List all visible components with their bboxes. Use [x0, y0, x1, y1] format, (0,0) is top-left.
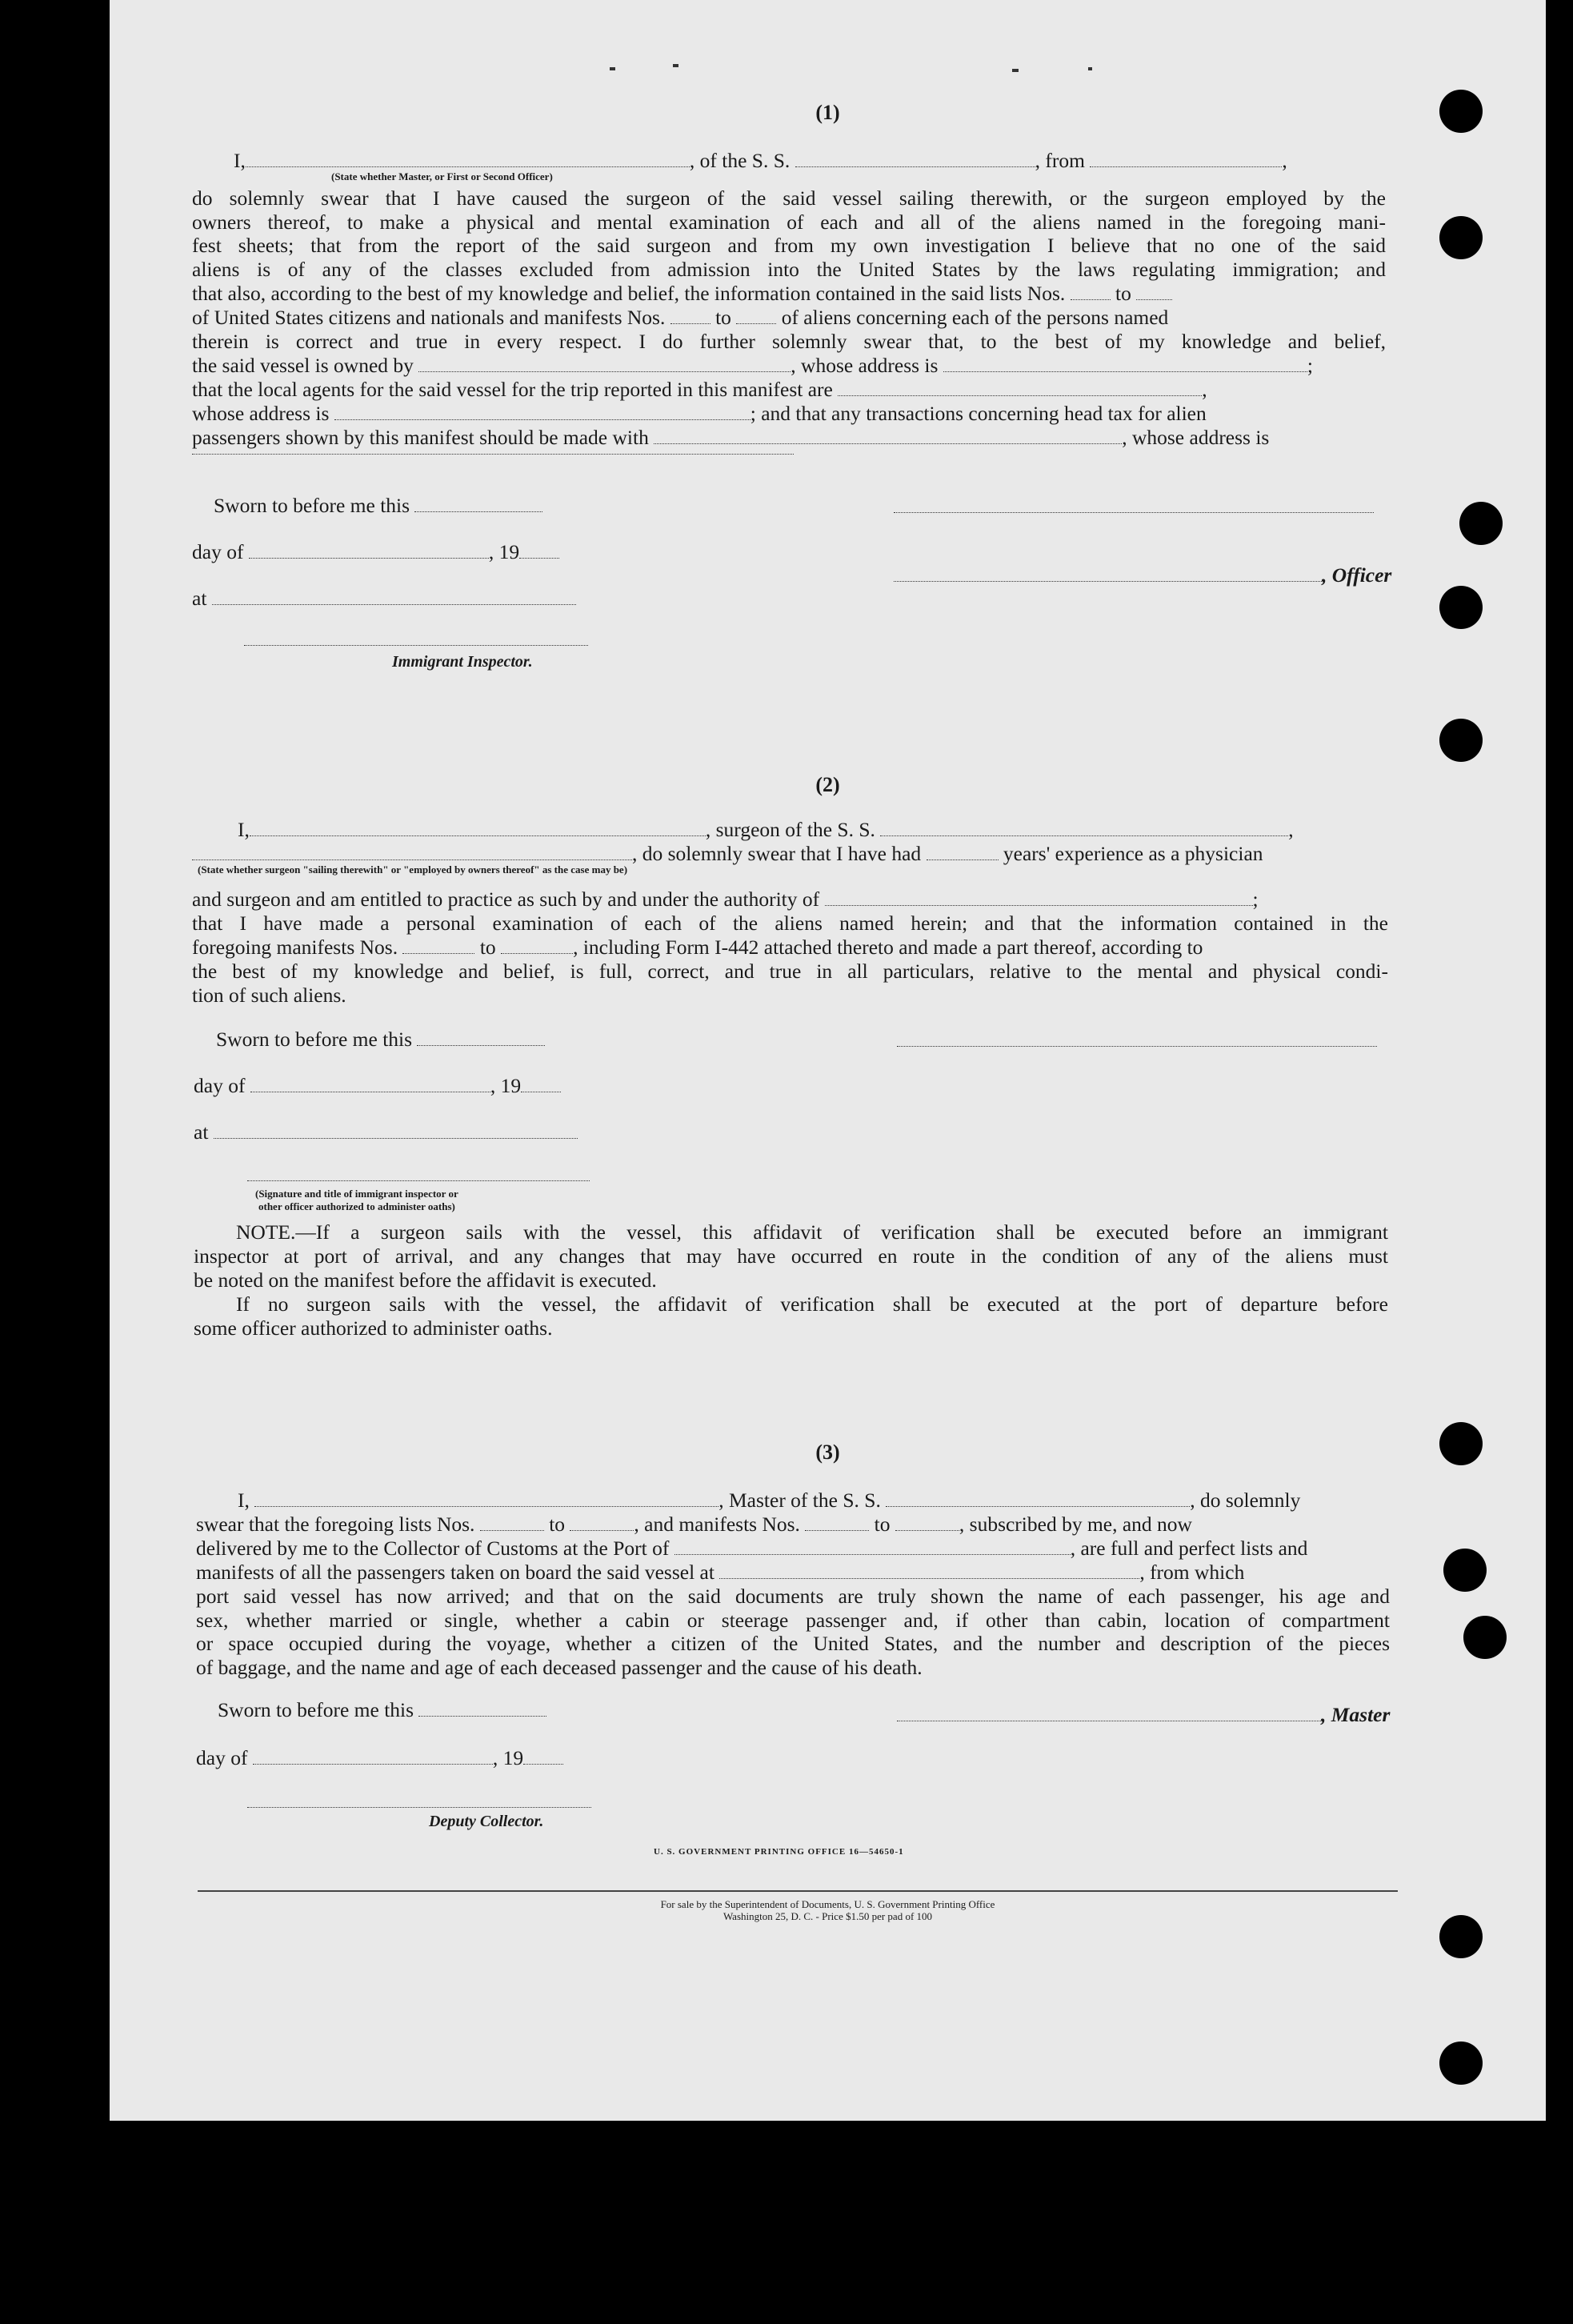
scan-speck	[1088, 67, 1092, 70]
master-manifests-from-field[interactable]	[805, 1514, 869, 1531]
section-1-line-1: I, , of the S. S. , from ,	[234, 149, 1287, 172]
master-lists-from-field[interactable]	[480, 1514, 544, 1531]
headtax-address-field[interactable]	[192, 454, 794, 455]
master-name-field[interactable]	[254, 1490, 718, 1507]
boarding-port-field[interactable]	[719, 1562, 1139, 1579]
section-2-line-4: that I have made a personal examination of each of the aliens named herein; and that the information contained in the	[192, 912, 1388, 935]
punch-hole	[1459, 502, 1503, 545]
form-page	[110, 0, 1546, 2121]
punch-hole	[1439, 2042, 1483, 2085]
note-2-paragraph-end: some officer authorized to administer oaths.	[194, 1316, 553, 1340]
section-3-heading: (3)	[815, 1440, 840, 1464]
surgeon-name-field[interactable]	[250, 819, 706, 836]
section-1-line-headtax: passengers shown by this manifest should be made with , whose address is	[192, 426, 1270, 449]
officer-name-line[interactable]	[894, 512, 1374, 513]
print-office-code: U. S. GOVERNMENT PRINTING OFFICE 16—54650-1	[654, 1847, 904, 1857]
headtax-agent-field[interactable]	[654, 427, 1122, 444]
at-place-field-2[interactable]	[214, 1122, 578, 1139]
inspector-signature-line[interactable]	[244, 645, 588, 646]
officer-signature-row: , Officer	[894, 563, 1391, 587]
years-experience-field[interactable]	[927, 843, 999, 860]
section-1-line-address: whose address is ; and that any transactions concerning head tax for alien	[192, 402, 1207, 425]
master-signature-field[interactable]	[897, 1705, 1321, 1721]
section-1-body: do solemnly swear that I have caused the surgeon of the said vessel sailing therewith, or the surgeon employed by the owners thereof, to make a physical and mental examination of each and all of the aliens named in the foregoing mani- fest sheets; that from the report of the said surgeon and from my own investigation I believe that no one of the said aliens is of any of the classes excluded from admission into the United States by the laws regulating immigration; and	[192, 186, 1386, 282]
surgeon-type-field[interactable]	[192, 843, 632, 860]
signature-title-note-2: other officer authorized to administer oaths)	[258, 1200, 455, 1212]
section-2-line-3: and surgeon and am entitled to practice as such by and under the authority of ;	[192, 888, 1259, 911]
year-field-2[interactable]	[521, 1076, 561, 1092]
day-of-line-2: day of , 19	[194, 1074, 561, 1098]
year-field-1[interactable]	[519, 542, 559, 559]
manifests-to-field[interactable]	[736, 307, 776, 324]
local-agents-field[interactable]	[838, 379, 1202, 396]
at-place-field-1[interactable]	[212, 588, 576, 605]
departure-port-field[interactable]	[1090, 150, 1282, 167]
officer-rank-note: (State whether Master, or First or Second Officer)	[331, 170, 553, 182]
deputy-collector-signature-line[interactable]	[247, 1807, 591, 1808]
section-1-line-lists: that also, according to the best of my knowledge and belief, the information contained in the said lists Nos. to	[192, 282, 1172, 306]
master-lists-to-field[interactable]	[570, 1514, 634, 1531]
day-of-line-1: day of , 19	[192, 540, 559, 564]
day-of-month-field-2[interactable]	[250, 1076, 490, 1092]
surgeon-signature-line[interactable]	[897, 1046, 1377, 1047]
section-3-line-3: delivered by me to the Collector of Customs at the Port of , are full and perfect lists and	[196, 1537, 1308, 1560]
surgeon-type-note: (State whether surgeon "sailing therewith" or "employed by owners thereof" as the case may be)	[198, 863, 628, 876]
sworn-line-2: Sworn to before me this	[216, 1028, 545, 1052]
section-2-line-2: , do solemnly swear that I have had years' experience as a physician	[192, 842, 1263, 866]
footer-price-line: Washington 25, D. C. - Price $1.50 per pad of 100	[722, 1910, 933, 1922]
surgeon-manifests-to-field[interactable]	[501, 937, 573, 954]
punch-hole	[1463, 1616, 1507, 1659]
surgeon-vessel-field[interactable]	[880, 819, 1288, 836]
owner-field[interactable]	[418, 355, 791, 372]
section-3-body-end: of baggage, and the name and age of each deceased passenger and the cause of his death.	[196, 1656, 923, 1679]
sworn-date-field-2[interactable]	[417, 1029, 545, 1046]
sworn-date-field-3[interactable]	[418, 1700, 546, 1717]
footer-sale-line: For sale by the Superintendent of Documents, U. S. Government Printing Office	[660, 1898, 995, 1910]
scan-speck	[673, 64, 678, 67]
agents-address-field[interactable]	[334, 403, 750, 420]
section-3-line-2: swear that the foregoing lists Nos. to , and manifests Nos. to , subscribed by me, and now	[196, 1513, 1192, 1536]
section-2-line-7: tion of such aliens.	[192, 984, 346, 1007]
day-of-line-3: day of , 19	[196, 1746, 563, 1770]
day-of-month-field-1[interactable]	[249, 542, 489, 559]
master-signature-row: , Master	[897, 1703, 1390, 1727]
day-of-month-field-3[interactable]	[253, 1748, 493, 1765]
vessel-name-field[interactable]	[795, 150, 1035, 167]
owner-address-field[interactable]	[943, 355, 1307, 372]
section-1-line-manifests: of United States citizens and nationals and manifests Nos. to of aliens concerning each of the persons named	[192, 306, 1169, 329]
officer-oath-signature-line[interactable]	[247, 1180, 590, 1181]
section-3-line-4: manifests of all the passengers taken on board the said vessel at , from which	[196, 1561, 1245, 1584]
at-line-2: at	[194, 1120, 578, 1144]
scan-speck	[1012, 69, 1019, 72]
year-field-3[interactable]	[523, 1748, 563, 1765]
section-2-line-6: the best of my knowledge and belief, is full, correct, and true in all particulars, relative to the mental and physical condi-	[192, 960, 1388, 983]
sworn-line-3: Sworn to before me this	[218, 1698, 546, 1722]
punch-hole	[1443, 1549, 1487, 1592]
officer-signature-field[interactable]	[894, 565, 1322, 582]
immigrant-inspector-label: Immigrant Inspector.	[392, 653, 533, 671]
master-manifests-to-field[interactable]	[895, 1514, 959, 1531]
section-1-line-owner: the said vessel is owned by , whose address is ;	[192, 354, 1313, 377]
section-1-body-2: therein is correct and true in every respect. I do further solemnly swear that, to the best of my knowledge and belief,	[192, 330, 1386, 353]
at-line-1: at	[192, 587, 576, 611]
section-2-line-1: I, , surgeon of the S. S. ,	[238, 818, 1294, 841]
section-1-heading: (1)	[815, 101, 840, 124]
manifests-from-field[interactable]	[670, 307, 710, 324]
punch-hole	[1439, 586, 1483, 629]
lists-from-field[interactable]	[1071, 283, 1111, 300]
deputy-collector-label: Deputy Collector.	[429, 1813, 544, 1830]
note-2-paragraph: If no surgeon sails with the vessel, the affidavit of verification shall be executed at the port of departure before	[236, 1292, 1388, 1316]
punch-hole	[1439, 719, 1483, 762]
scan-speck	[610, 67, 615, 70]
signature-title-note-1: (Signature and title of immigrant inspector or	[255, 1188, 458, 1200]
punch-hole	[1439, 216, 1483, 259]
sworn-date-field-1[interactable]	[414, 495, 542, 512]
master-vessel-field[interactable]	[886, 1490, 1190, 1507]
section-2-line-5: foregoing manifests Nos. to , including Form I-442 attached thereto and made a part thereof, according to	[192, 936, 1203, 959]
note-paragraph: NOTE.—If a surgeon sails with the vessel, this affidavit of verification shall be executed before an immigrant inspector at port of arrival, and any changes that may have occurred en route in the condition of any of the aliens must	[194, 1220, 1388, 1268]
sworn-line-1: Sworn to before me this	[214, 494, 542, 518]
note-paragraph-end: be noted on the manifest before the affidavit is executed.	[194, 1268, 657, 1292]
officer-rank-field[interactable]	[246, 150, 690, 167]
lists-to-field[interactable]	[1136, 283, 1172, 300]
section-1-line-agents: that the local agents for the said vessel for the trip reported in this manifest are ,	[192, 378, 1207, 401]
practice-authority-field[interactable]	[825, 889, 1253, 906]
section-3-line-1: I, , Master of the S. S. , do solemnly	[238, 1489, 1301, 1512]
customs-port-field[interactable]	[674, 1538, 1071, 1555]
footer-rule	[198, 1890, 1398, 1892]
section-3-body: port said vessel has now arrived; and that on the said documents are truly shown the name of each passenger, his age and sex, whether married or single, whether a cabin or steerage passenger and, if other than cabin, location of compartment or space occupied during the voyage, whether a citizen of the United States, and the number and description of the pieces	[196, 1585, 1390, 1656]
surgeon-manifests-from-field[interactable]	[402, 937, 474, 954]
section-2-heading: (2)	[815, 773, 840, 796]
